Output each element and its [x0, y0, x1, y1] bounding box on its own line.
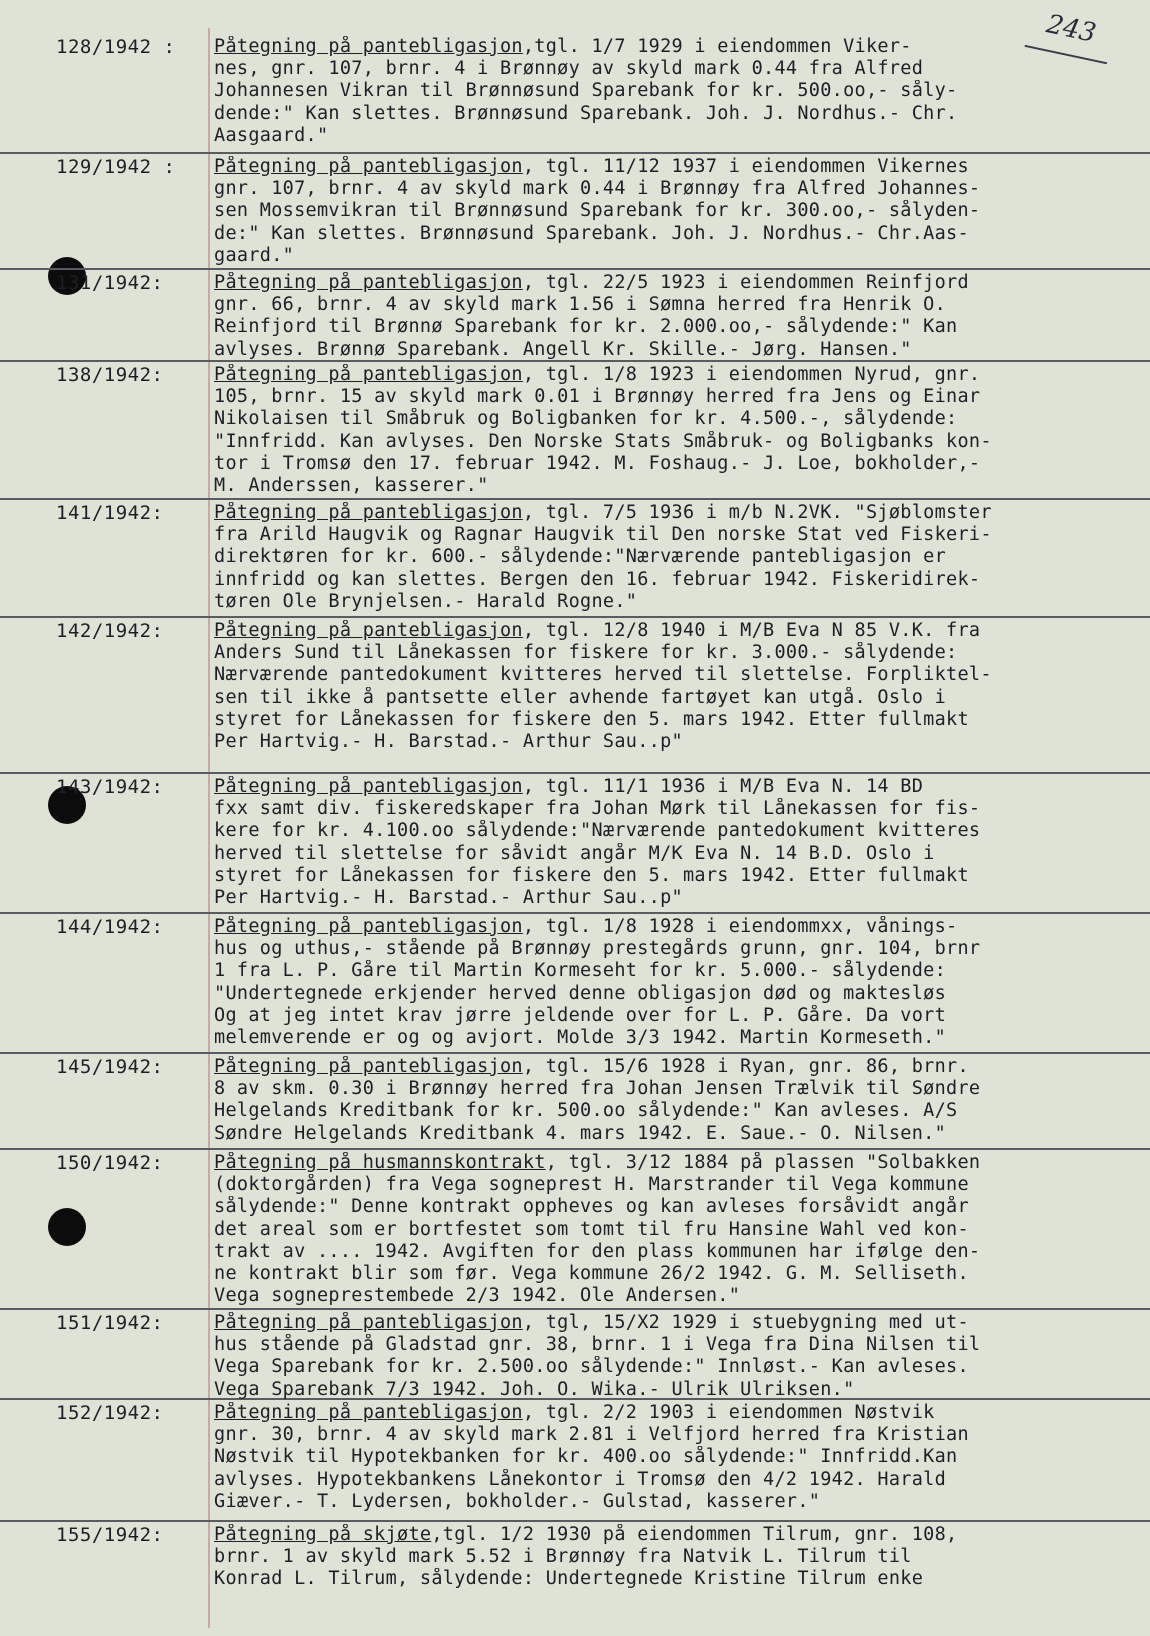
- entry-text-line: fra Arild Haugvik og Ragnar Haugvik til Den norske Stat ved Fiskeri-: [214, 524, 992, 546]
- entry-heading: Påtegning på skjøte: [214, 1524, 432, 1545]
- entry-text-line: (doktorgården) fra Vega sogneprest H. Marstrander til Vega kommune: [214, 1174, 969, 1196]
- entry-text-line: trakt av .... 1942. Avgiften for den plass kommunen har ifølge den-: [214, 1240, 981, 1262]
- entry-text-line: sen til ikke å pantsette eller avhende fartøyet kan utgå. Oslo i: [214, 686, 947, 708]
- entry-heading: Påtegning på pantebligasjon: [214, 916, 523, 937]
- entry-text: [214, 620, 1129, 753]
- entry-text-line: Påtegning på pantebligasjon, tgl. 7/5 1936 i m/b N.2VK. "Sjøblomster: [214, 502, 992, 523]
- entry-number: 152/1942:: [56, 1402, 164, 1424]
- entry-text-line: Nærværende pantedokument kvitteres herved til slettelse. Forpliktel-: [214, 664, 992, 686]
- entry-row: [0, 1398, 1150, 1522]
- entry-text-line: avlyses. Brønnø Sparebank. Angell Kr. Skille.- Jørg. Hansen.": [214, 338, 912, 360]
- entry-text-line: dende:" Kan slettes. Brønnøsund Sparebank. Joh. J. Nordhus.- Chr.: [214, 102, 958, 124]
- entry-text-line: gnr. 30, brnr. 4 av skyld mark 2.81 i Velfjord herred fra Kristian: [214, 1424, 969, 1446]
- entry-text-line: gnr. 107, brnr. 4 av skyld mark 0.44 i Brønnøy fra Alfred Johannes-: [214, 178, 981, 200]
- entry-text-line: Nikolaisen til Småbruk og Boligbanken for kr. 4.500.-, sålydende:: [214, 408, 958, 430]
- entry-text: [214, 156, 1129, 267]
- entry-number: 131/1942:: [56, 272, 164, 294]
- entry-heading: Påtegning på pantebligasjon: [214, 776, 523, 797]
- entry-text: [214, 36, 1129, 147]
- entry-text-line: innfridd og kan slettes. Bergen den 16. februar 1942. Fiskeridirek-: [214, 568, 981, 590]
- entry-text-line: sen Mossemvikran til Brønnøsund Sparebank for kr. 300.oo,- sålyden-: [214, 200, 981, 222]
- entry-heading: Påtegning på husmannskontrakt: [214, 1152, 546, 1173]
- entry-text-line: Vega Sparebank for kr. 2.500.oo sålydende:" Innløst.- Kan avleses.: [214, 1356, 969, 1378]
- entry-row: [0, 152, 1150, 270]
- entry-text-line: Helgelands Kreditbank for kr. 500.oo sålydende:" Kan avleses. A/S: [214, 1100, 958, 1122]
- entry-text-line: Påtegning på pantebligasjon,tgl. 1/7 1929 i eiendommen Viker-: [214, 36, 912, 57]
- entry-text-line: tor i Tromsø den 17. februar 1942. M. Foshaug.- J. Loe, bokholder,-: [214, 452, 981, 474]
- entry-heading: Påtegning på pantebligasjon: [214, 156, 523, 177]
- entry-row: [0, 912, 1150, 1054]
- entry-text-line: Påtegning på pantebligasjon, tgl, 15/X2 1929 i stuebygning med ut-: [214, 1312, 969, 1333]
- entry-text-line: gaard.": [214, 244, 295, 266]
- entry-text: [214, 916, 1129, 1049]
- entry-text-line: hus stående på Gladstad gnr. 38, brnr. 1 i Vega fra Dina Nilsen til: [214, 1334, 981, 1356]
- entry-text-line: "Innfridd. Kan avlyses. Den Norske Stats Småbruk- og Boligbanks kon-: [214, 430, 992, 452]
- entry-row: [0, 32, 1150, 154]
- entry-text-line: Per Hartvig.- H. Barstad.- Arthur Sau..p": [214, 887, 683, 909]
- entry-text-line: de:" Kan slettes. Brønnøsund Sparebank. Joh. J. Nordhus.- Chr.Aas-: [214, 222, 969, 244]
- entry-text-line: 1 fra L. P. Gåre til Martin Kormeseht for kr. 5.000.- sålydende:: [214, 960, 947, 982]
- entry-heading: Påtegning på pantebligasjon: [214, 1402, 523, 1423]
- entry-text: [214, 364, 1129, 497]
- entry-text: [214, 776, 1129, 909]
- entry-row: [0, 268, 1150, 362]
- entry-heading: Påtegning på pantebligasjon: [214, 620, 523, 641]
- entry-text-line: sålydende:" Denne kontrakt oppheves og kan avleses forsåvidt angår: [214, 1196, 969, 1218]
- entry-text-line: gnr. 66, brnr. 4 av skyld mark 1.56 i Sømna herred fra Henrik O.: [214, 294, 947, 316]
- entry-row: [0, 498, 1150, 618]
- entry-text-line: Reinfjord til Brønnø Sparebank for kr. 2.000.oo,- sålydende:" Kan: [214, 316, 958, 338]
- entry-text-line: Påtegning på pantebligasjon, tgl. 11/1 1936 i M/B Eva N. 14 BD: [214, 776, 924, 797]
- entry-text-line: ne kontrakt blir som før. Vega kommune 26/2 1942. G. M. Selliseth.: [214, 1263, 969, 1285]
- entry-text-line: Påtegning på pantebligasjon, tgl. 2/2 1903 i eiendommen Nøstvik: [214, 1402, 935, 1423]
- entry-row: [0, 360, 1150, 500]
- entry-number: 145/1942:: [56, 1056, 164, 1078]
- entry-text: [214, 1056, 1129, 1145]
- entry-text-line: Påtegning på pantebligasjon, tgl. 1/8 1928 i eiendommxx, vånings-: [214, 916, 958, 937]
- entry-heading: Påtegning på pantebligasjon: [214, 1312, 523, 1333]
- entry-text-line: kere for kr. 4.100.oo sålydende:"Nærværende pantedokument kvitteres: [214, 820, 981, 842]
- entry-text: [214, 502, 1129, 613]
- entry-text-line: M. Anderssen, kasserer.": [214, 475, 489, 497]
- entry-text-line: Vega sogneprestembede 2/3 1942. Ole Andersen.": [214, 1285, 741, 1307]
- entry-text-line: avlyses. Hypotekbankens Lånekontor i Tromsø den 4/2 1942. Harald: [214, 1468, 947, 1490]
- entry-number: 129/1942 :: [56, 156, 176, 178]
- entry-text-line: Påtegning på skjøte,tgl. 1/2 1930 på eiendommen Tilrum, gnr. 108,: [214, 1524, 958, 1545]
- entry-number: 155/1942:: [56, 1524, 164, 1546]
- entry-text-line: Påtegning på pantebligasjon, tgl. 12/8 1940 i M/B Eva N 85 V.K. fra: [214, 620, 981, 641]
- entry-text-line: Og at jeg intet krav jørre jeldende over for L. P. Gåre. Da vort: [214, 1004, 947, 1026]
- entry-text-line: Konrad L. Tilrum, sålydende: Undertegnede Kristine Tilrum enke: [214, 1568, 924, 1590]
- entry-text-line: styret for Lånekassen for fiskere den 5. mars 1942. Etter fullmakt: [214, 708, 969, 730]
- entry-text-line: Påtegning på pantebligasjon, tgl. 22/5 1923 i eiendommen Reinfjord: [214, 272, 969, 293]
- entry-text-line: Søndre Helgelands Kreditbank 4. mars 1942. E. Saue.- O. Nilsen.": [214, 1122, 947, 1144]
- entry-text-line: styret for Lånekassen for fiskere den 5. mars 1942. Etter fullmakt: [214, 864, 969, 886]
- entry-row: [0, 1052, 1150, 1150]
- entry-text-line: fxx samt div. fiskeredskaper fra Johan Mørk til Lånekassen for fis-: [214, 798, 981, 820]
- entry-text-line: Giæver.- T. Lydersen, bokholder.- Gulstad, kasserer.": [214, 1490, 821, 1512]
- entry-heading: Påtegning på pantebligasjon: [214, 364, 523, 385]
- entry-text-line: Johannesen Vikran til Brønnøsund Sparebank for kr. 500.oo,- såly-: [214, 80, 958, 102]
- entry-row: [0, 1308, 1150, 1400]
- entry-text-line: melemverende er og og avjort. Molde 3/3 1942. Martin Kormeseth.": [214, 1027, 947, 1049]
- entry-text-line: hus og uthus,- stående på Brønnøy prestegårds grunn, gnr. 104, brnr: [214, 938, 981, 960]
- page-number: 243: [1025, 6, 1116, 65]
- entry-number: 151/1942:: [56, 1312, 164, 1334]
- entry-row: [0, 1148, 1150, 1310]
- entry-heading: Påtegning på pantebligasjon: [214, 272, 523, 293]
- entry-text: [214, 1312, 1129, 1401]
- entry-text-line: Per Hartvig.- H. Barstad.- Arthur Sau..p": [214, 731, 683, 753]
- entry-text: [214, 272, 1129, 361]
- entry-text-line: det areal som er bortfestet som tomt til fru Hansine Wahl ved kon-: [214, 1218, 969, 1240]
- entry-text-line: "Undertegnede erkjender herved denne obligasjon død og maktesløs: [214, 982, 947, 1004]
- entry-text-line: Anders Sund til Lånekassen for fiskere for kr. 3.000.- sålydende:: [214, 642, 958, 664]
- entry-text-line: tøren Ole Brynjelsen.- Harald Rogne.": [214, 590, 638, 612]
- entry-number: 150/1942:: [56, 1152, 164, 1174]
- entry-row: [0, 616, 1150, 774]
- entry-text-line: Påtegning på pantebligasjon, tgl. 1/8 1923 i eiendommen Nyrud, gnr.: [214, 364, 981, 385]
- entry-text-line: Vega Sparebank 7/3 1942. Joh. O. Wika.- Ulrik Ulriksen.": [214, 1378, 855, 1400]
- entry-number: 142/1942:: [56, 620, 164, 642]
- entry-heading: Påtegning på pantebligasjon: [214, 1056, 523, 1077]
- entry-text-line: direktøren for kr. 600.- sålydende:"Nærværende pantebligasjon er: [214, 546, 947, 568]
- entry-number: 128/1942 :: [56, 36, 176, 58]
- entry-text-line: Aasgaard.": [214, 124, 329, 146]
- entry-text-line: Nøstvik til Hypotekbanken for kr. 400.oo sålydende:" Innfridd.Kan: [214, 1446, 958, 1468]
- entry-text-line: brnr. 1 av skyld mark 5.52 i Brønnøy fra Natvik L. Tilrum til: [214, 1546, 912, 1568]
- entry-text-line: Påtegning på husmannskontrakt, tgl. 3/12 1884 på plassen "Solbakken: [214, 1152, 981, 1173]
- entry-text-line: Påtegning på pantebligasjon, tgl. 11/12 1937 i eiendommen Vikernes: [214, 156, 969, 177]
- entry-row: [0, 1520, 1150, 1630]
- entry-row: [0, 772, 1150, 914]
- entry-text-line: 105, brnr. 15 av skyld mark 0.01 i Brønnøy herred fra Jens og Einar: [214, 386, 981, 408]
- entry-heading: Påtegning på pantebligasjon: [214, 502, 523, 523]
- entry-text-line: Påtegning på pantebligasjon, tgl. 15/6 1928 i Ryan, gnr. 86, brnr.: [214, 1056, 969, 1077]
- entry-text: [214, 1402, 1129, 1513]
- entry-text: [214, 1524, 1129, 1591]
- entry-text-line: nes, gnr. 107, brnr. 4 i Brønnøy av skyld mark 0.44 fra Alfred: [214, 58, 924, 80]
- entry-text-line: 8 av skm. 0.30 i Brønnøy herred fra Johan Jensen Trælvik til Søndre: [214, 1078, 981, 1100]
- entry-text: [214, 1152, 1129, 1307]
- entry-heading: Påtegning på pantebligasjon: [214, 36, 523, 57]
- entry-text-line: herved til slettelse for såvidt angår M/K Eva N. 14 B.D. Oslo i: [214, 842, 935, 864]
- entry-number: 143/1942:: [56, 776, 164, 798]
- entry-number: 141/1942:: [56, 502, 164, 524]
- entry-number: 138/1942:: [56, 364, 164, 386]
- entry-number: 144/1942:: [56, 916, 164, 938]
